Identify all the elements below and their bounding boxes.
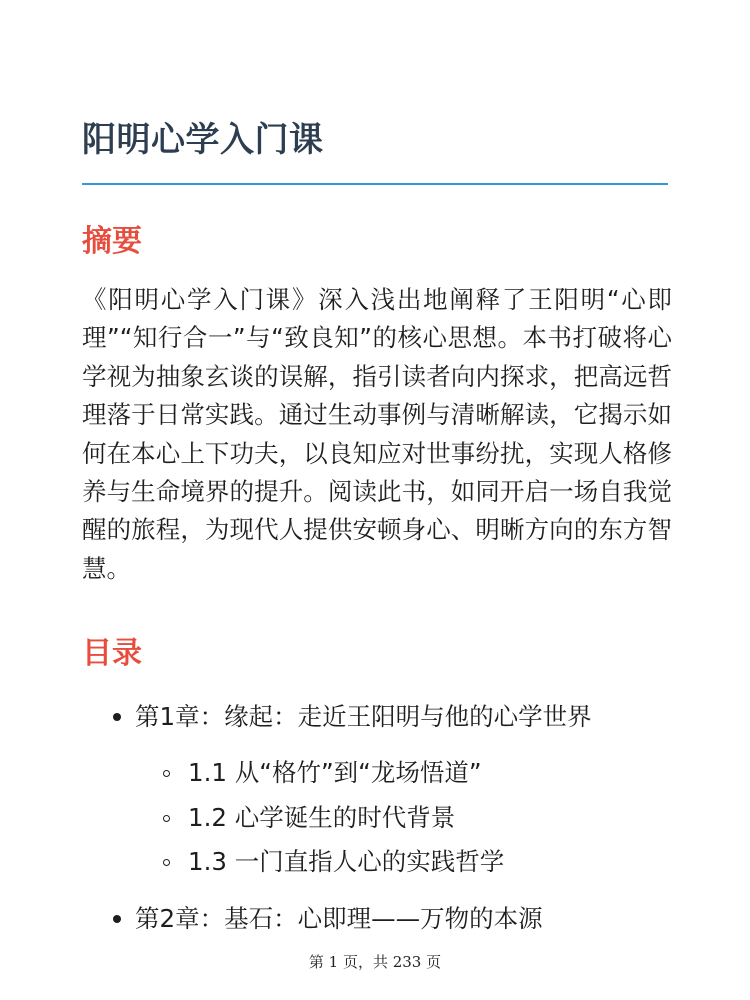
document-title: 阳明心学入门课 [82, 120, 324, 160]
toc-heading: 目录 [82, 636, 142, 671]
section-bullet-icon [163, 770, 170, 777]
toc-section-1-1: 1.1 从“格竹”到“龙场悟道” [188, 758, 482, 787]
page-number-footer: 第 1 页，共 233 页 [308, 953, 442, 971]
summary-heading: 摘要 [82, 224, 142, 259]
title-divider [82, 183, 668, 185]
toc-chapter-1: 第1章：缘起：走近王阳明与他的心学世界 [135, 702, 592, 731]
chapter-bullet-icon [113, 713, 121, 721]
toc-section-1-2: 1.2 心学诞生的时代背景 [188, 803, 456, 832]
section-bullet-icon [163, 815, 170, 822]
chapter-bullet-icon [113, 915, 121, 923]
toc-section-1-3: 1.3 一门直指人心的实践哲学 [188, 847, 505, 876]
toc-chapter-2: 第2章：基石：心即理——万物的本源 [135, 904, 543, 933]
section-bullet-icon [163, 859, 170, 866]
summary-paragraph: 《阳明心学入门课》深入浅出地阐释了王阳明“心即理”“知行合一”与“致良知”的核心思想。本书打破将心学视为抽象玄谈的误解，指引读者向内探求，把高远哲理落于日常实践。通过生动事例与清晰解读，它揭示如何在本心上下功夫，以良知应对世事纷扰，实现人格修养与生命境界的提升。阅读此书，如同开启一场自我觉醒的旅程，为现代人提供安顿身心、明晰方向的东方智慧。 [82, 285, 672, 583]
